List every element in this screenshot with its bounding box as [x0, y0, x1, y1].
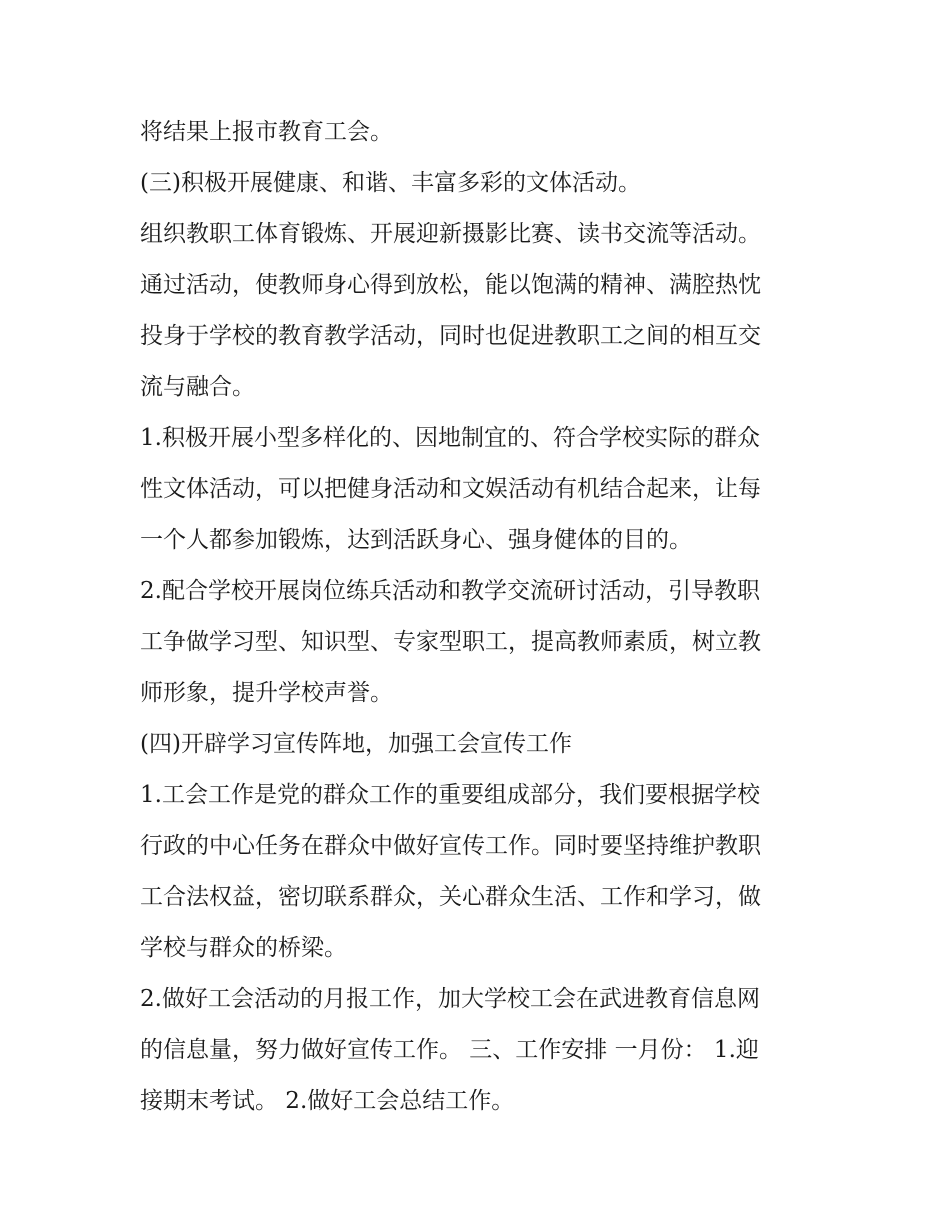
heading-section-four [140, 719, 820, 770]
text-line: 1.积极开展小型多样化的、因地制宜的、符合学校实际的群众 [140, 425, 760, 451]
heading-section-three [140, 158, 820, 209]
text-line: 学校与群众的桥梁。 [140, 935, 347, 961]
list-item-1-small-activities [140, 413, 820, 566]
paragraph-report-result [140, 107, 820, 158]
text-line: (三)积极开展健康、和谐、丰富多彩的文体活动。 [140, 170, 641, 196]
text-line: 将结果上报市教育工会。 [140, 119, 393, 145]
list-item-2-training [140, 566, 820, 719]
text-line: 工合法权益，密切联系群众，关心群众生活、工作和学习，做 [140, 884, 761, 910]
text-line: 投身于学校的教育教学活动，同时也促进教职工之间的相互交 [140, 323, 761, 349]
list-item-1-union-work [140, 770, 820, 974]
text-line: 师形象，提升学校声誉。 [140, 680, 393, 706]
text-line: (四)开辟学习宣传阵地，加强工会宣传工作 [140, 731, 572, 757]
document-body [140, 107, 820, 1127]
text-line: 2.配合学校开展岗位练兵活动和教学交流研讨活动，引导教职 [140, 578, 760, 604]
text-line: 行政的中心任务在群众中做好宣传工作。同时要坚持维护教职 [140, 833, 761, 859]
text-line: 的信息量，努力做好宣传工作。 三、工作安排 一月份： 1.迎 [140, 1037, 759, 1063]
text-line: 接期末考试。 2.做好工会总结工作。 [140, 1088, 515, 1114]
text-line: 1.工会工作是党的群众工作的重要组成部分，我们要根据学校 [140, 782, 760, 808]
paragraph-sports-activities [140, 209, 820, 413]
text-line: 工争做学习型、知识型、专家型职工，提高教师素质，树立教 [140, 629, 761, 655]
text-line: 性文体活动，可以把健身活动和文娱活动有机结合起来，让每 [140, 476, 761, 502]
text-line: 一个人都参加锻炼，达到活跃身心、强身健体的目的。 [140, 527, 692, 553]
text-line: 组织教职工体育锻炼、开展迎新摄影比赛、读书交流等活动。 [140, 221, 761, 247]
list-item-2-monthly-report [140, 974, 820, 1127]
text-line: 通过活动，使教师身心得到放松，能以饱满的精神、满腔热忱 [140, 272, 761, 298]
text-line: 流与融合。 [140, 374, 255, 400]
text-line: 2.做好工会活动的月报工作，加大学校工会在武进教育信息网 [140, 986, 760, 1012]
